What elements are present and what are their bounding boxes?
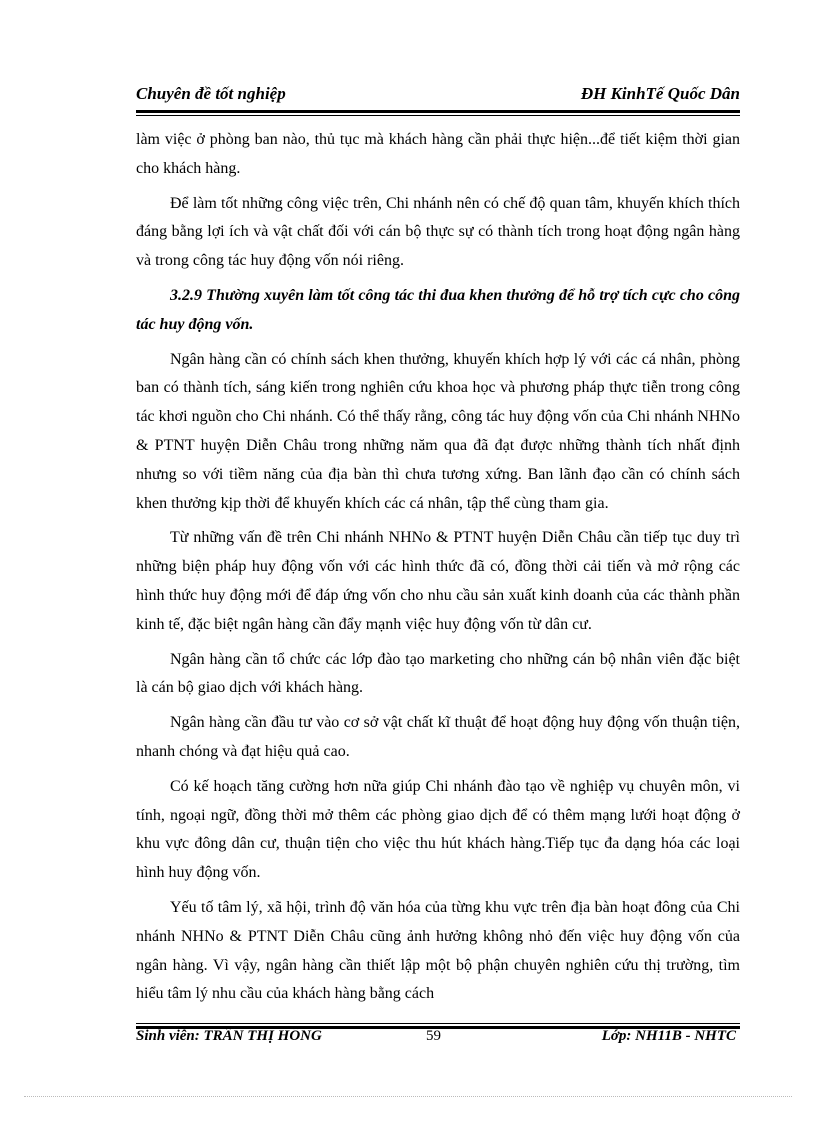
paragraph: Có kế hoạch tăng cường hơn nữa giúp Chi nhánh đào tạo về nghiệp vụ chuyên môn, vi tính, ngoại ngữ, đồng thời mở thêm các phòng giao dịch để có thêm mạng lưới hoạt động ở khu vực đông dân cư, thuận tiện cho việc thu hút khách hàng.Tiếp tục đa dạng hóa các loại hình huy động vốn. <box>136 777 740 882</box>
footer-class-name: Lớp: NH11B - NHTC <box>601 1028 736 1044</box>
footer-rule-thin <box>136 1023 740 1024</box>
paragraph-continuation: làm việc ở phòng ban nào, thủ tục mà khách hàng cần phải thực hiện...để tiết kiệm thời gian cho khách hàng. <box>136 131 740 177</box>
header-rule-thick <box>136 110 740 113</box>
page-header <box>136 84 740 110</box>
header-left-text: Chuyên đề tốt nghiệp <box>136 84 286 103</box>
page-number: 59 <box>426 1028 441 1044</box>
header-right-text: ĐH KinhTế Quốc Dân <box>580 84 740 103</box>
page-bottom-dotted-line <box>24 1096 792 1097</box>
page-footer <box>136 1028 740 1050</box>
paragraph: Ngân hàng cần đầu tư vào cơ sở vật chất kĩ thuật để hoạt động huy động vốn thuận tiện, nhanh chóng và đạt hiệu quả cao. <box>136 714 740 760</box>
paragraph: Yếu tố tâm lý, xã hội, trình độ văn hóa của từng khu vực trên địa bàn hoạt đông của Chi nhánh NHNo & PTNT Diễn Châu cũng ảnh hưởng không nhỏ đến việc huy động vốn của ngân hàng. Vì vậy, ngân hàng cần thiết lập một bộ phận chuyên nghiên cứu thị trường, tìm hiểu tâm lý nhu cầu của khách hàng bằng cách <box>136 898 740 1003</box>
page-content <box>136 126 740 1015</box>
section-heading: 3.2.9 Thường xuyên làm tốt công tác thi đua khen thưởng để hỗ trợ tích cực cho công tác huy động vốn. <box>136 286 740 333</box>
paragraph: Để làm tốt những công việc trên, Chi nhánh nên có chế độ quan tâm, khuyến khích thích đáng bằng lợi ích và vật chất đối với cán bộ thực sự có thành tích trong hoạt động ngân hàng và trong công tác huy động vốn nói riêng. <box>136 194 740 270</box>
paragraph: Ngân hàng cần có chính sách khen thưởng, khuyến khích hợp lý với các cá nhân, phòng ban có thành tích, sáng kiến trong nghiên cứu khoa học và phương pháp thực tiễn trong công tác khơi nguồn cho Chi nhánh. Có thể thấy rằng, công tác huy động vốn của Chi nhánh NHNo & PTNT huyện Diễn Châu trong những năm qua đã đạt được những thành tích nhất định nhưng so với tiềm năng của địa bàn thì chưa tương xứng. Ban lãnh đạo cần có chính sách khen thưởng kịp thời để khuyến khích các cá nhân, tập thể cùng tham gia. <box>136 350 740 512</box>
paragraph: Từ những vấn đề trên Chi nhánh NHNo & PTNT huyện Diễn Châu cần tiếp tục duy trì những biện pháp huy động vốn với các hình thức đã có, đồng thời cải tiến và mở rộng các hình thức huy động mới để đáp ứng vốn cho nhu cầu sản xuất kinh doanh của các thành phần kinh tế, đặc biệt ngân hàng cần đẩy mạnh việc huy động vốn từ dân cư. <box>136 529 740 633</box>
paragraph: Ngân hàng cần tổ chức các lớp đào tạo marketing cho những cán bộ nhân viên đặc biệt là cán bộ giao dịch với khách hàng. <box>136 650 740 697</box>
header-rule-thin <box>136 115 740 116</box>
footer-student-name: Sinh viên: TRẦN THỊ HỒNG <box>136 1028 322 1044</box>
